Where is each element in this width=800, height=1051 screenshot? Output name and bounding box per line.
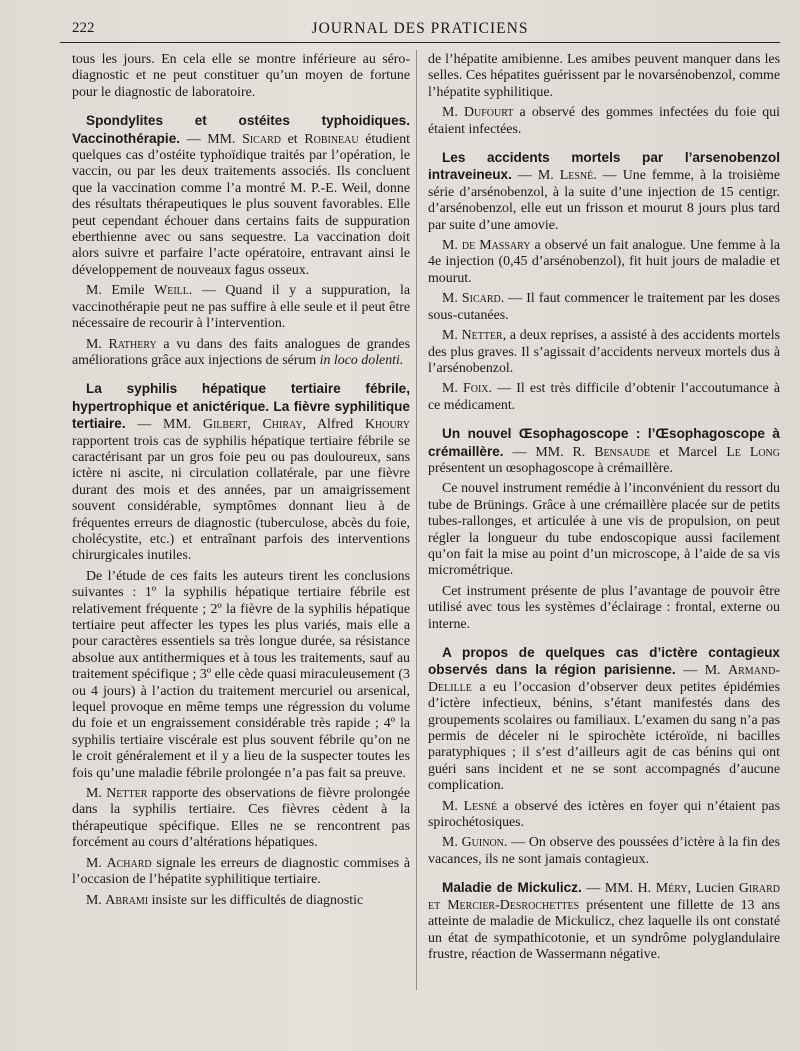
speaker-name: Achard	[106, 855, 152, 871]
discussion-paragraph	[72, 786, 410, 852]
speaker-name: Netter	[106, 786, 148, 802]
discussion-paragraph	[428, 105, 780, 138]
speaker-name: Lesné	[463, 798, 498, 814]
discussion-paragraph	[72, 856, 410, 889]
author-names: Bensaude	[594, 444, 651, 460]
paragraph-text: rapportent trois cas de syphilis hépatique tertiaire fébrile se caractérisant par un gros foie peu ou pas douloureux, sans ictère ni ascite, ni circulation collatérale, par une fièvre durant des mois et des années, par un amaigrissement souvent considérable, symptômes donnant lieu à de fréquentes erreurs de diagnostic (tuberculose, abcès du foie, cholécystite, etc.) et entraînant parfois des interventions chirurgicales inutiles.	[72, 433, 410, 564]
author-connector: Lucien	[691, 881, 739, 897]
section-paragraph	[72, 381, 410, 564]
discussion-paragraph	[428, 328, 780, 377]
discussion-paragraph	[72, 893, 410, 909]
body-paragraph	[428, 584, 780, 633]
paragraph-text: présentent un œsophagoscope à crémaillère.	[428, 460, 673, 476]
discussion-paragraph	[428, 238, 780, 287]
section-lead: — MM. R.	[512, 444, 586, 460]
paragraph-text: Ce nouvel instrument remédie à l’inconvénient du ressort du tube de Brünings. Grâce à une crémaillère placée sur de petits tubes-rallonges, et articulée à une vis de propulsion, on peut régler la longueur du tube endoscopique aussi facilement qu’on fait la mise au point d’un microscope, à l’aide de sa vis micrométrique.	[428, 481, 780, 579]
discussion-paragraph	[72, 337, 410, 370]
speaker-name: Foix	[463, 381, 489, 397]
author-names: Robineau	[304, 131, 359, 147]
section-lead: — M.	[517, 168, 554, 184]
section-paragraph	[428, 645, 780, 795]
paragraph-text: présentent une fillette de 13 ans atteinte de maladie de Mickulicz, chez laquelle ils ont constaté un état de sympathicotonie, et un syndrôme polyglandulaire frustre, réaction de Wassermann négative.	[428, 897, 781, 962]
body-paragraph	[428, 481, 780, 579]
section-heading: A propos de quelques cas d’ictère contagieux observés dans la région parisienne.	[428, 645, 780, 678]
section-heading: Les accidents mortels par l’arsenobenzol intraveineux.	[428, 150, 780, 183]
author-names: Armand-Delille	[428, 663, 780, 695]
author-names: Sicard	[242, 131, 281, 147]
paragraph-text: insiste sur les difficultés de diagnostic	[148, 892, 364, 908]
section-paragraph	[428, 880, 780, 963]
paragraph-text: . — Quand il y a suppuration, la vaccinothérapie peut ne pas suffire à elle seule et il peut être nécessaire de recourir à l’intervention.	[72, 283, 410, 332]
speaker-prefix: M.	[86, 855, 107, 871]
section-lead: — M.	[683, 663, 721, 679]
paragraph-text: tous les jours. En cela elle se montre inférieure au séro-diagnostic et ne peut constituer qu’un moyen de fortune pour le diagnostic de laboratoire.	[72, 52, 410, 100]
paragraph-text: Cet instrument présente de plus l’avantage de pouvoir être utilisé avec tous les systèmes d’éclairage : frontal, externe ou interne.	[428, 583, 780, 632]
author-names: Gilbert, Chiray,	[202, 417, 307, 433]
paragraph-text: . — Une femme, à la troisième série d’arsénobenzol, à la suite d’une injection de 15 centigr. d’arsénobenzol, elle eut un frisson et mourut 8 jours plus tard par suite d’une amovie.	[428, 168, 781, 233]
section-paragraph	[428, 150, 780, 234]
speaker-name: Netter	[461, 328, 503, 344]
speaker-prefix: M.	[442, 328, 462, 344]
paragraph-text: signale les erreurs de diagnostic commises à l’occasion de l’hépatite syphilitique tertiaire.	[72, 855, 410, 888]
speaker-prefix: M.	[442, 798, 464, 814]
speaker-name: Guinon	[461, 835, 504, 851]
speaker-name: Sicard	[461, 291, 501, 307]
paragraph-text: . — On observe des poussées d’ictère à la fin des vacances, ils ne sont jamais contagieux.	[428, 835, 780, 867]
section-lead: — MM.	[137, 417, 192, 433]
section-heading: Un nouvel Œsophagoscope : l’Œsophagoscope à crémaillère.	[428, 426, 780, 459]
paragraph-text: a observé un fait analogue. Une femme à la 4e injection (0,45 d’arsénobenzol), fit huit jours de maladie et mourut.	[428, 238, 781, 286]
speaker-prefix: M.	[442, 381, 464, 397]
speaker-prefix: M.	[442, 835, 462, 851]
paragraph-text: rapporte des observations de fièvre prolongée dans la syphilis tertiaire. Ces fièvres cèdent à la thérapeutique spécifique. Elles ne se rencontrent pas forcément au cours d’altérations hépatiques.	[72, 786, 410, 851]
latin-phrase: in loco dolenti.	[319, 352, 404, 368]
author-connector: et Marcel	[650, 444, 727, 460]
speaker-prefix: M.	[86, 892, 106, 908]
speaker-prefix: M. Emile	[86, 283, 155, 299]
discussion-paragraph	[428, 799, 780, 832]
body-paragraph	[72, 569, 410, 782]
discussion-paragraph	[72, 283, 410, 332]
paragraph-text: a eu l’occasion d’observer deux petites épidémies d’ictère infectieux, bénins, s’étant manifestés dans des groupements scolaires ou familiaux. L’examen du sang n’a pas permis de déceler ni le spirochète ictéroïde, ni bacilles paratyphiques ; il s’est d’ailleurs agit de cas bénins qui ont guéri sans incident et ne se sont accompagnés d’aucune complication.	[428, 679, 780, 794]
paragraph-text: de l’hépatite amibienne. Les amibes peuvent manquer dans les selles. Ces hépatites guérissent par le novarsénobenzol, comme l’hépatite syphilitique.	[428, 52, 780, 100]
paragraph-text: a vu dans des faits analogues de grandes améliorations grâce aux injections de sérum	[72, 336, 410, 368]
speaker-prefix: M.	[442, 105, 464, 121]
section-paragraph	[72, 113, 410, 279]
right-column	[428, 52, 780, 963]
author-connector: Alfred	[306, 417, 365, 433]
page-number: 222	[72, 20, 95, 36]
section-heading: Spondylites et ostéites typhoidiques. Vaccinothérapie.	[72, 113, 410, 146]
left-column	[72, 52, 410, 909]
speaker-prefix: M.	[442, 291, 462, 307]
author-names: Lesné	[559, 168, 594, 184]
author-connector: et	[280, 131, 305, 147]
speaker-name: Rathery	[108, 336, 157, 352]
paragraph-text: a observé des ictères en foyer qui n’étaient pas spirochétosiques.	[428, 798, 781, 831]
speaker-prefix: M.	[86, 336, 109, 352]
section-lead: — MM.	[186, 131, 236, 147]
speaker-name: Weill	[154, 283, 189, 299]
speaker-prefix: M.	[86, 786, 107, 802]
continued-paragraph	[428, 52, 780, 101]
column-divider	[416, 50, 417, 990]
running-header	[60, 18, 780, 43]
paragraph-text: De l’étude de ces faits les auteurs tirent les conclusions suivantes : 1º la syphilis hépatique tertiaire fébrile est relativement fréquente ; 2º la fièvre de la syphilis hépatique tertiaire peut affecter les types les plus variés, mais elle a pour caractères essentiels sa très longue durée, sa résistance absolue aux antithermiques et à tous les traitements, sauf au traitement spécifique ; 3º elle cède quasi miraculeusement (3 ou 4 jours) à l’action du traitement mercuriel ou arsenical, lequel provoque en même temps une régression du volume du foie et un engraissement considérable très rapide ; 4º la syphilis tertiaire viscérale est plus souvent fébrile qu’on ne le croit généralement et il y a lieu de la suspecter toutes les fois qu’une maladie fébrile prolongée n’a pas fait sa preuve.	[72, 568, 410, 781]
paragraph-text: . — Il est très difficile d’obtenir l’accoutumance à ce médicament.	[428, 381, 781, 413]
paragraph-text: . — Il faut commencer le traitement par les doses sous-cutanées.	[428, 291, 781, 323]
author-names: Girard et Mercier-Desrochettes	[428, 881, 780, 913]
speaker-name: Abrami	[105, 892, 149, 908]
paragraph-text: étudient quelques cas d’ostéite typhoïdique traités par l’opération, le vaccin, ou par les deux traitements associés. Ils concluent que la vaccination comme l’a montré M. P.-E. Weil, donne des résultats thérapeutiques le plus souvent favorables. Elle peut cependant échouer dans certains faits de suppuration eberthienne avec ou sans sequestre. La vaccination doit alors suivre et parfaire l’acte opératoire, entravant ainsi le développement de nouveaux fagus osseux.	[72, 131, 410, 278]
section-lead: — MM. H.	[586, 881, 652, 897]
paragraph-text: a observé des gommes infectées du foie qui étaient infectées.	[428, 105, 781, 137]
section-heading: La syphilis hépatique tertiaire fébrile, hypertrophique et anictérique. La fièvre syphilitique tertiaire.	[72, 381, 410, 432]
author-names: Méry,	[655, 881, 692, 897]
running-title: JOURNAL DES PRATICIENS	[311, 20, 529, 37]
discussion-paragraph	[428, 381, 780, 414]
continued-paragraph	[72, 52, 410, 101]
author-names: Le Long	[726, 444, 780, 460]
author-names: Khoury	[364, 417, 411, 433]
speaker-name: de Massary	[461, 238, 531, 254]
paragraph-text: , a deux reprises, a assisté à des accidents mortels des plus graves. Il s’agissait d’accidents nerveux mortels dus à l’arsénobenzol.	[428, 328, 780, 376]
discussion-paragraph	[428, 291, 780, 324]
discussion-paragraph	[428, 835, 780, 868]
speaker-name: Dufourt	[463, 105, 514, 121]
section-heading: Maladie de Mickulicz.	[442, 880, 582, 896]
speaker-prefix: M.	[442, 238, 462, 254]
section-paragraph	[428, 426, 780, 477]
